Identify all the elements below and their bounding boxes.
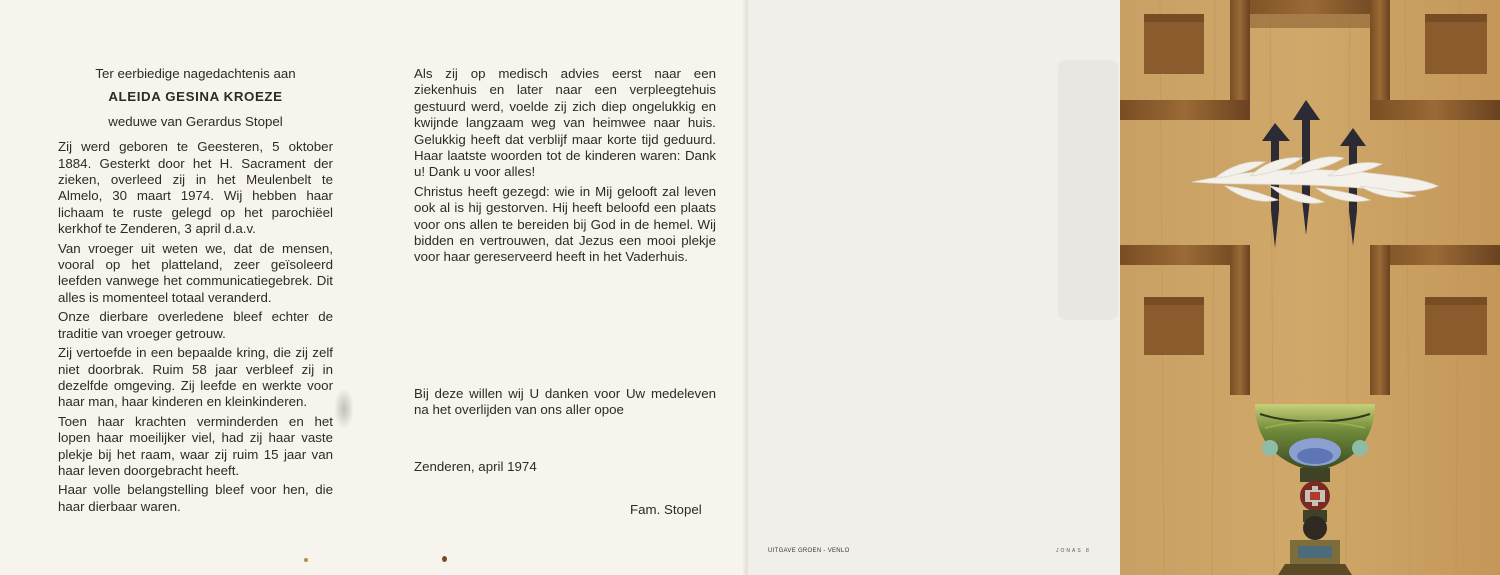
publisher-imprint: UITGAVE GROEN - VENLO	[768, 548, 850, 554]
place-date: Zenderen, april 1974	[414, 459, 537, 474]
widow-of-line: weduwe van Gerardus Stopel	[108, 113, 283, 129]
thanks-text: Bij deze willen wij U danken voor Uw medeleven na het overlijden van ons aller opoe	[414, 386, 716, 418]
paragraph-isolation: Van vroeger uit weten we, dat de mensen, vooral op het platteland, zeer geïsoleerd leefden vanwege het communicatiegebrek. Dit alles is momenteel totaal veranderd.	[58, 240, 333, 305]
paragraph-circle: Zij vertoefde in een bepaalde kring, die zij zelf niet doorbrak. Ruim 58 jaar verbleef zij in dezelfde omgeving. Zij leefde en werkte voor haar man, haar kinderen en kleinkinderen.	[58, 345, 333, 410]
cross-chalice-artwork	[1120, 0, 1500, 575]
right-text-column	[414, 66, 716, 266]
deceased-name: ALEIDA GESINA KROEZE	[108, 89, 283, 105]
paragraph-faith: Christus heeft gezegd: wie in Mij gelooft zal leven ook al is hij gestorven. Hij heeft beloofd een plaats voor ons allen te bereiden bij God in de hemel. Wij bidden en vertrouwen, dat Jezus een mooi plekje voor haar gereserveerd heeft in het Vaderhuis.	[414, 183, 716, 265]
series-code: JONAS 8	[1056, 548, 1091, 554]
family-signature: Fam. Stopel	[630, 502, 702, 517]
card-left-panel	[0, 0, 748, 575]
paragraph-interest: Haar volle belangstelling bleef voor hen, die haar dierbaar waren.	[58, 482, 333, 514]
paragraph-birth-death: Zij werd geboren te Geesteren, 5 oktober 1884. Gesterkt door het H. Sacrament der zieken, overleed zij in het Meulenbelt te Almelo, 30 maart 1974. Wij hebben haar lichaam te ruste gelegd op het parochiëel kerkhof te Zenderen, 3 april d.a.v.	[58, 139, 333, 237]
paragraph-hospital: Als zij op medisch advies eerst naar een ziekenhuis en later naar een verpleegtehuis gestuurd werd, voelde zij zich diep ongelukkig en kwijnde langzaam weg van heimwee naar huis. Gelukkig heeft dat verblijf maar korte tijd geduurd. Haar laatste woorden tot de kinderen waren: Dank u! Dank u voor alles!	[414, 66, 716, 180]
paragraph-window: Toen haar krachten verminderden en het lopen haar moeilijker viel, had zij haar vaste plekje bij het raam, waar zij ruim 15 jaar van haar leven doorgebracht heeft.	[58, 413, 333, 478]
memorial-heading: Ter eerbiedige nagedachtenis aan	[95, 66, 296, 81]
paragraph-tradition: Onze dierbare overledene bleef echter de traditie van vroeger getrouw.	[58, 309, 333, 341]
paper-stain	[334, 388, 354, 430]
left-text-column	[58, 66, 333, 515]
paper-speck	[442, 556, 447, 562]
paper-bleed-through	[1058, 60, 1118, 320]
paper-speck	[304, 558, 308, 562]
cross-bevel	[1250, 14, 1370, 28]
